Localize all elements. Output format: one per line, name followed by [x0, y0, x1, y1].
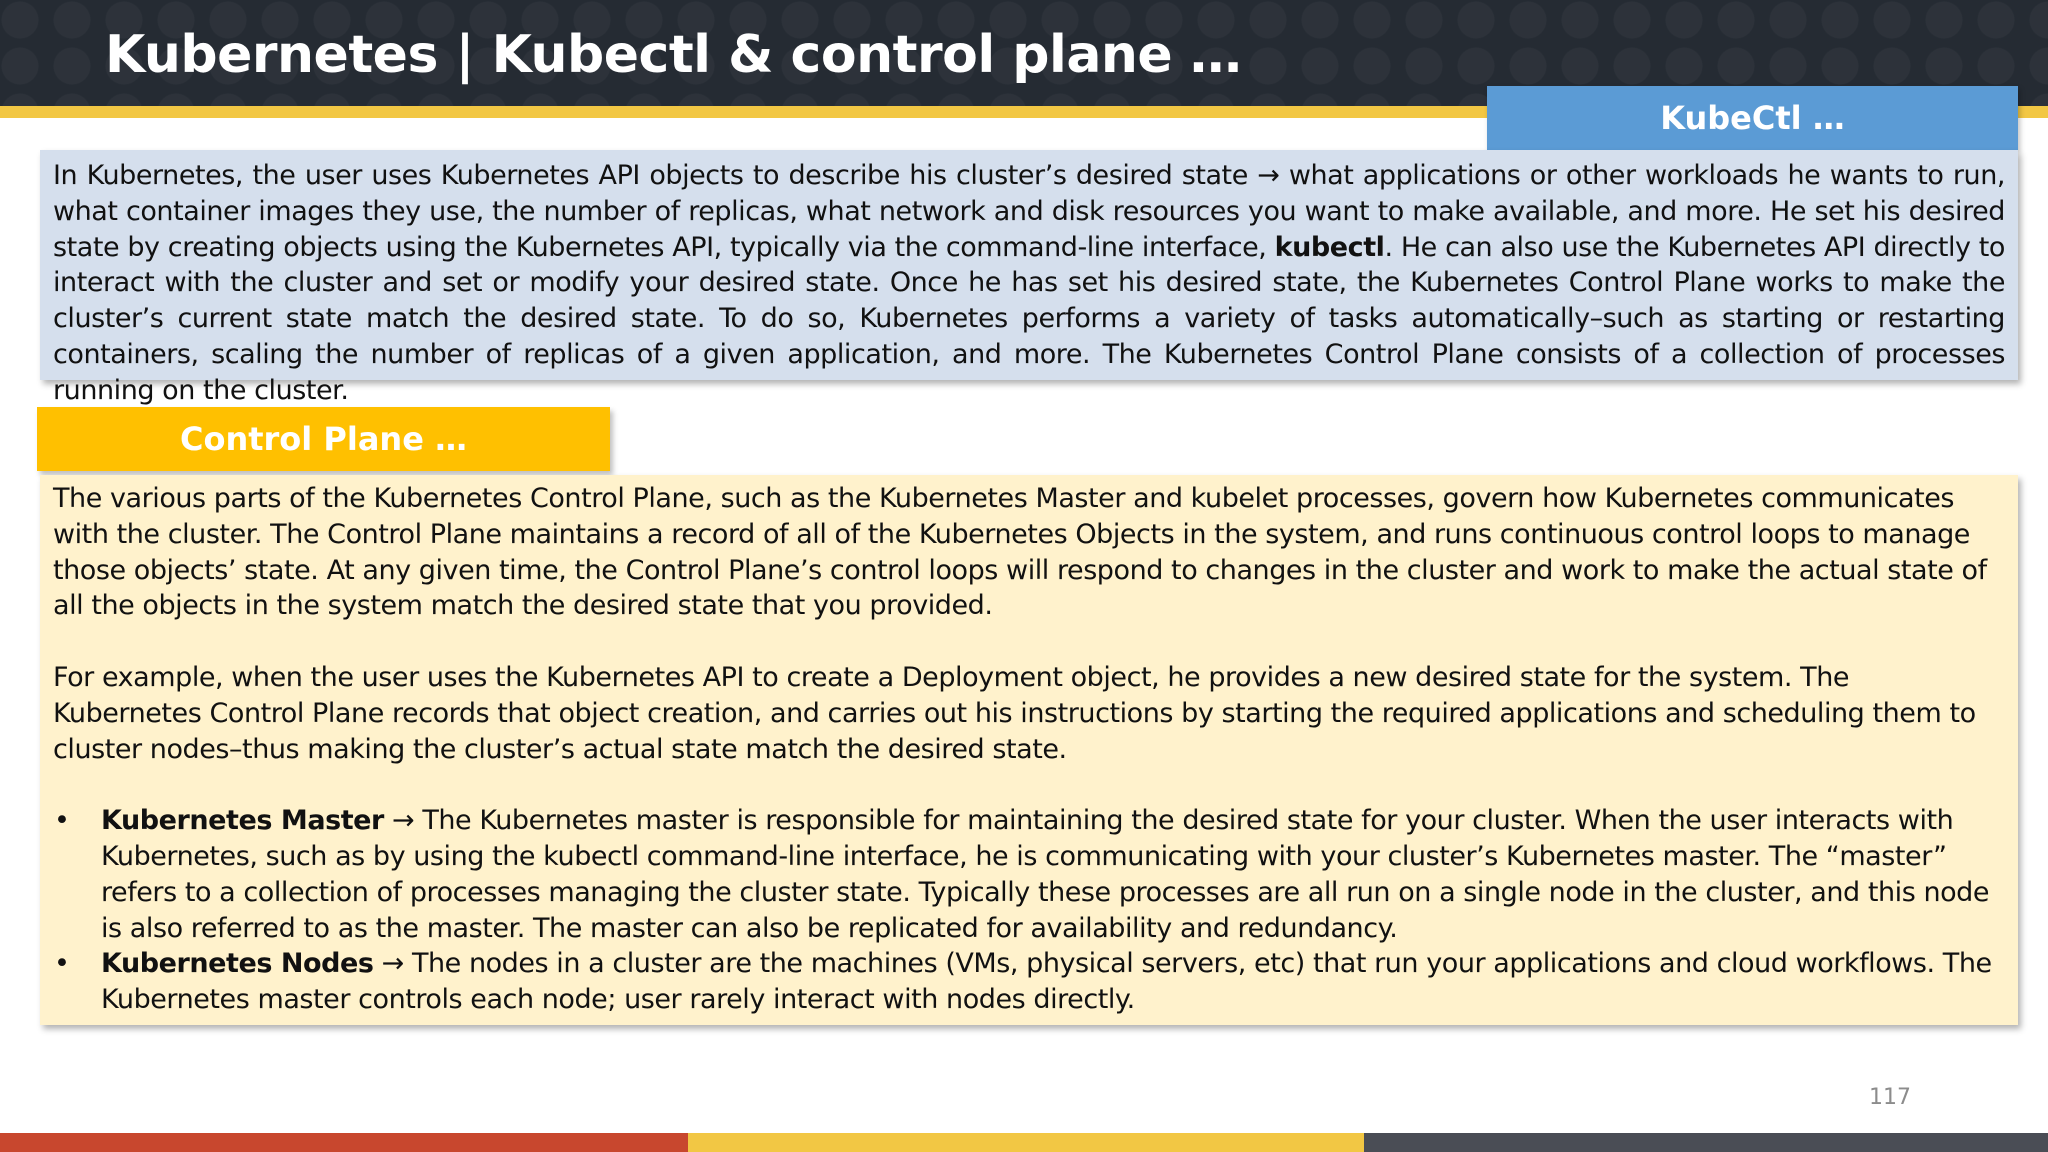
bullet-term: Kubernetes Master — [101, 805, 384, 837]
bullet-kubernetes-nodes — [53, 946, 2005, 1018]
bullet-text: → The nodes in a cluster are the machines (VMs, physical servers, etc) that run your applications and cloud workflows. The Kubernetes master controls each node; user rarely interact with nodes directly. — [101, 948, 1992, 1016]
kubectl-paragraph-part2: . He can also use the Kubernetes API directly to interact with the cluster and set or modify your desired state. Once he has set his desired state, the Kubernetes Control Plane works to make the cluster’s current state match the desired state. To do so, Kubernetes performs a variety of tasks automatically–such as starting or restarting containers, scaling the number of replicas of a given application, and more. The Kubernetes Control Plane consists of a collection of processes running on the cluster. — [53, 231, 2005, 406]
slide-title: Kubernetes | Kubectl & control plane … — [105, 25, 1242, 85]
bullet-text: → The Kubernetes master is responsible for maintaining the desired state for your cluster. When the user interacts with Kubernetes, such as by using the kubectl command-line interface, he is communicating with your cluster’s Kubernetes master. The “master” refers to a collection of processes managing the cluster state. Typically these processes are all run on a single node in the cluster, and this node is also referred to as the master. The master can also be replicated for availability and redundancy. — [101, 805, 1990, 944]
control-plane-section-tab: Control Plane … — [37, 407, 610, 471]
footer-bar-red — [0, 1133, 688, 1152]
bullet-term: Kubernetes Nodes — [101, 948, 374, 980]
control-plane-section-box — [40, 475, 2018, 1025]
page-number: 117 — [1869, 1085, 1911, 1110]
bullet-marker: • — [54, 948, 70, 980]
kubectl-bold-term: kubectl — [1274, 231, 1385, 263]
footer-bar-dark — [1364, 1133, 2048, 1152]
kubectl-section-tab: KubeCtl … — [1487, 86, 2018, 150]
kubectl-paragraph-part1: In Kubernetes, the user uses Kubernetes API objects to describe his cluster’s desired state → what applications or other workloads he wants to run, what container images they use, the number of replicas, what network and disk resources you want to make available, and more. He set his desired state by creating objects using the Kubernetes API, typically via the command-line interface, — [53, 160, 2005, 263]
control-plane-paragraph-2: For example, when the user uses the Kubernetes API to create a Deployment object, he provides a new desired state for the system. The Kubernetes Control Plane records that object creation, and carries out his instructions by starting the required applications and scheduling them to cluster nodes–thus making the cluster’s actual state match the desired state. — [53, 661, 1976, 765]
footer-bar-yellow — [688, 1133, 1364, 1152]
bullet-kubernetes-master — [53, 803, 2005, 946]
control-plane-bullet-list — [53, 803, 2005, 1018]
bullet-marker: • — [54, 805, 70, 837]
kubectl-section-box — [40, 150, 2018, 406]
control-plane-paragraph-1: The various parts of the Kubernetes Control Plane, such as the Kubernetes Master and kubelet processes, govern how Kubernetes communicates with the cluster. The Control Plane maintains a record of all of the Kubernetes Objects in the system, and runs continuous control loops to manage those objects’ state. At any given time, the Control Plane’s control loops will respond to changes in the cluster and work to make the actual state of all the objects in the system match the desired state that you provided. — [53, 483, 1987, 622]
